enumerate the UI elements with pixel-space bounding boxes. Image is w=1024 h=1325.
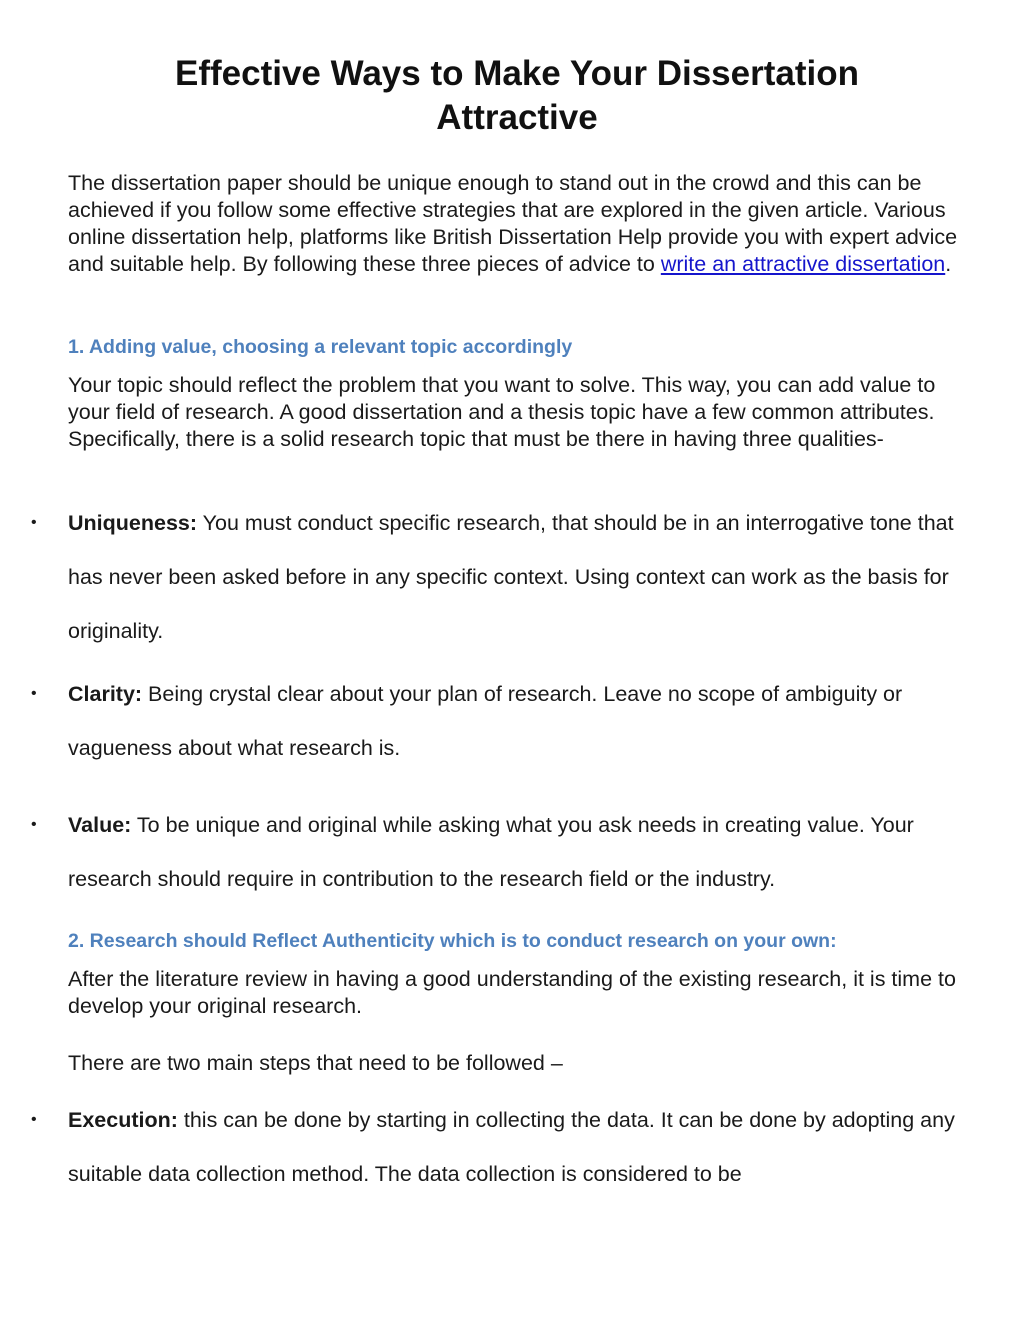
bullet-label: Value: [68, 813, 132, 837]
bullet-label: Execution: [68, 1108, 178, 1132]
section2-paragraph: After the literature review in having a good understanding of the existing research, it is time to develop your original research. [68, 967, 956, 1018]
bullet-dot: • [31, 1111, 37, 1128]
attractive-dissertation-link[interactable]: write an attractive dissertation [660, 252, 946, 276]
bullet-dot: • [31, 514, 37, 531]
page-title: Effective Ways to Make Your Dissertation Attractive [174, 54, 859, 137]
bullet-text: this can be done by starting in collecting the data. It can be done by adopting any suitable data collection method. The data collection is considered to be [68, 1108, 955, 1186]
bullet-text: To be unique and original while asking what you ask needs in creating value. Your research should require in contribution to the research field or the industry. [68, 813, 914, 891]
intro-after-link: . [945, 252, 952, 276]
bullet-value [31, 798, 973, 906]
bullet-execution [31, 1093, 973, 1201]
bullet-dot: • [31, 685, 37, 702]
bullet-dot: • [31, 816, 37, 833]
bullet-clarity [31, 667, 973, 775]
bullet-label: Uniqueness: [68, 511, 198, 535]
section2-steps-intro: There are two main steps that need to be followed – [68, 1051, 563, 1075]
bullet-uniqueness [31, 496, 973, 658]
bullet-label: Clarity: [68, 682, 143, 706]
intro-paragraph [68, 170, 968, 278]
intro-text: The dissertation paper should be unique enough to stand out in the crowd and this can be achieved if you follow some effective strategies that are explored in the given article. Various online dissertation help, platforms like British Dissertation Help provide you with expert advice and suitable help. By following these three pieces of advice to [68, 171, 958, 276]
section1-paragraph: Your topic should reflect the problem that you want to solve. This way, you can add value to your field of research. A good dissertation and a thesis topic have a few common attributes. Specifically, there is a solid research topic that must be there in having three qualities- [68, 373, 936, 451]
bullet-text: Being crystal clear about your plan of research. Leave no scope of ambiguity or vagueness about what research is. [68, 682, 903, 760]
bullet-text: You must conduct specific research, that should be in an interrogative tone that has never been asked before in any specific context. Using context can work as the basis for originality. [68, 511, 954, 643]
section1-heading: 1. Adding value, choosing a relevant topic accordingly [68, 336, 573, 358]
section2-heading: 2. Research should Reflect Authenticity which is to conduct research on your own: [68, 930, 837, 952]
